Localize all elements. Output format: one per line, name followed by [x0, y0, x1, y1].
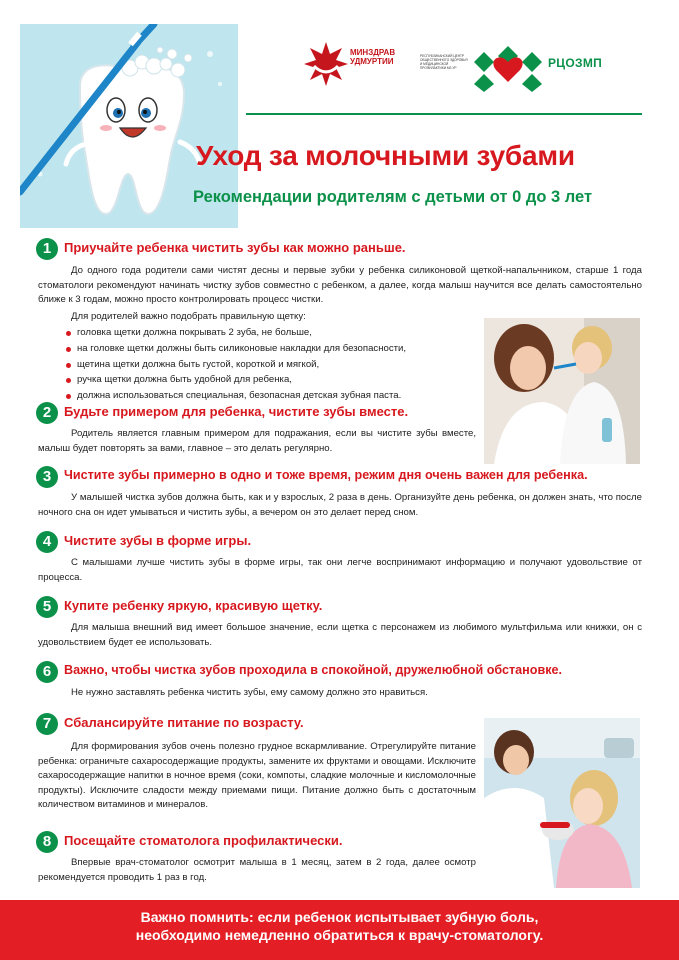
section-title: Чистите зубы в форме игры. [64, 533, 252, 548]
section-title: Купите ребенку яркую, красивую щетку. [64, 598, 323, 613]
warning-banner [0, 900, 679, 960]
section-1-text: До одного года родители сами чистят десны и первые зубки у ребенка силиконовой щеткой-напальчником, старше 1 года стоматологи рекомендуют начинать чистку зубов совместно с ребенком, а далее, когда малыш научится все делать самостоятельно ближе к 3 годам, можно просто контролировать процесс чистки. [38, 265, 642, 306]
section-number: 2 [36, 402, 58, 424]
section-8-text: Впервые врач-стоматолог осмотрит малыша в 1 месяц, затем в 2 года, далее осмотр рекомендуется проводить 1 раз в год. [38, 857, 476, 883]
warning-line-1: Важно помнить: если ребенок испытывает зубную боль, [140, 909, 539, 925]
warning-line-2: необходимо немедленно обратиться к врачу-стоматологу. [135, 927, 544, 943]
section-title: Сбалансируйте питание по возрасту. [64, 715, 304, 730]
list-item: головка щетки должна покрывать 2 зуба, не больше, [64, 325, 406, 341]
brush-intro: Для родителей важно подобрать правильную щетку: [71, 311, 306, 322]
ministry-emblem-icon [302, 40, 350, 88]
section-number: 5 [36, 596, 58, 618]
section-title: Чистите зубы примерно в одно и тоже время, режим дня очень важен для ребенка. [64, 468, 588, 482]
list-item: на головке щетки должны быть силиконовые накладки для безопасности, [64, 341, 406, 357]
section-number: 3 [36, 466, 58, 488]
section-4-text: С малышами лучше чистить зубы в форме игры, так они легче воспринимают информацию и получают удовольствие от процесса. [38, 557, 642, 583]
header-divider [246, 113, 642, 115]
section-5-text: Для малыша внешний вид имеет большое значение, если щетка с персонажем из любимого мультфильма или книжки, он с удовольствием будет ее использовать. [38, 622, 642, 648]
section-7-text: Для формирования зубов очень полезно грудное вскармливание. Отрегулируйте питание ребенка: ограничьте сахаросодержащие продукты, замените их фруктами и овощами. Исключите сахаросодержащие напитки в ночное время (соки, компоты, сладкие молочные и кисломолочные продукты). Исключите сладости между приемами пищи. Питание должно быть с достаточным количеством витаминов и минералов. [38, 741, 476, 811]
header-logos [302, 40, 642, 100]
section-number: 7 [36, 713, 58, 735]
center-full-name: РЕСПУБЛИКАНСКИЙ ЦЕНТР ОБЩЕСТВЕННОГО ЗДОРОВЬЯ И МЕДИЦИНСКОЙ ПРОФИЛАКТИКИ МЗ УР [420, 54, 468, 70]
section-title: Будьте примером для ребенка, чистите зубы вместе. [64, 404, 409, 419]
page-title: Уход за молочными зубами [196, 140, 575, 171]
section-title: Приучайте ребенка чистить зубы как можно раньше. [64, 240, 406, 255]
center-abbreviation: РЦОЗМП [548, 56, 603, 70]
section-title: Важно, чтобы чистка зубов проходила в спокойной, дружелюбной обстановке. [64, 663, 563, 677]
section-6-text: Не нужно заставлять ребенка чистить зубы, ему самому должно это нравиться. [71, 687, 428, 698]
section-2-text: Родитель является главным примером для подражания, если вы чистите зубы вместе, малыш будет повторять за вами, главное – это делать регулярно. [38, 428, 476, 454]
section-number: 1 [36, 238, 58, 260]
ministry-logo [302, 40, 412, 98]
center-emblem-icon [470, 42, 546, 94]
section-3-text: У малышей чистка зубов должна быть, как и у взрослых, 2 раза в день. Организуйте день ребенка, он должен знать, что после ночного сна он идет умываться и чистить зубы, а вечером он это делает перед сном. [38, 492, 642, 518]
brush-requirements-list [64, 325, 406, 404]
section-number: 4 [36, 531, 58, 553]
ministry-name: МИНЗДРАВ УДМУРТИИ [350, 48, 396, 66]
list-item: должна использоваться специальная, безопасная детская зубная паста. [64, 388, 406, 404]
page-subtitle: Рекомендации родителям с детьми от 0 до 3 лет [193, 188, 593, 206]
section-number: 8 [36, 831, 58, 853]
section-title: Посещайте стоматолога профилактически. [64, 833, 343, 848]
dentist-child-photo [484, 718, 640, 888]
list-item: ручка щетки должна быть удобной для ребенка, [64, 372, 406, 388]
mother-child-photo [484, 318, 640, 464]
center-logo [420, 40, 642, 98]
section-number: 6 [36, 661, 58, 683]
list-item: щетина щетки должна быть густой, короткой и мягкой, [64, 357, 406, 373]
